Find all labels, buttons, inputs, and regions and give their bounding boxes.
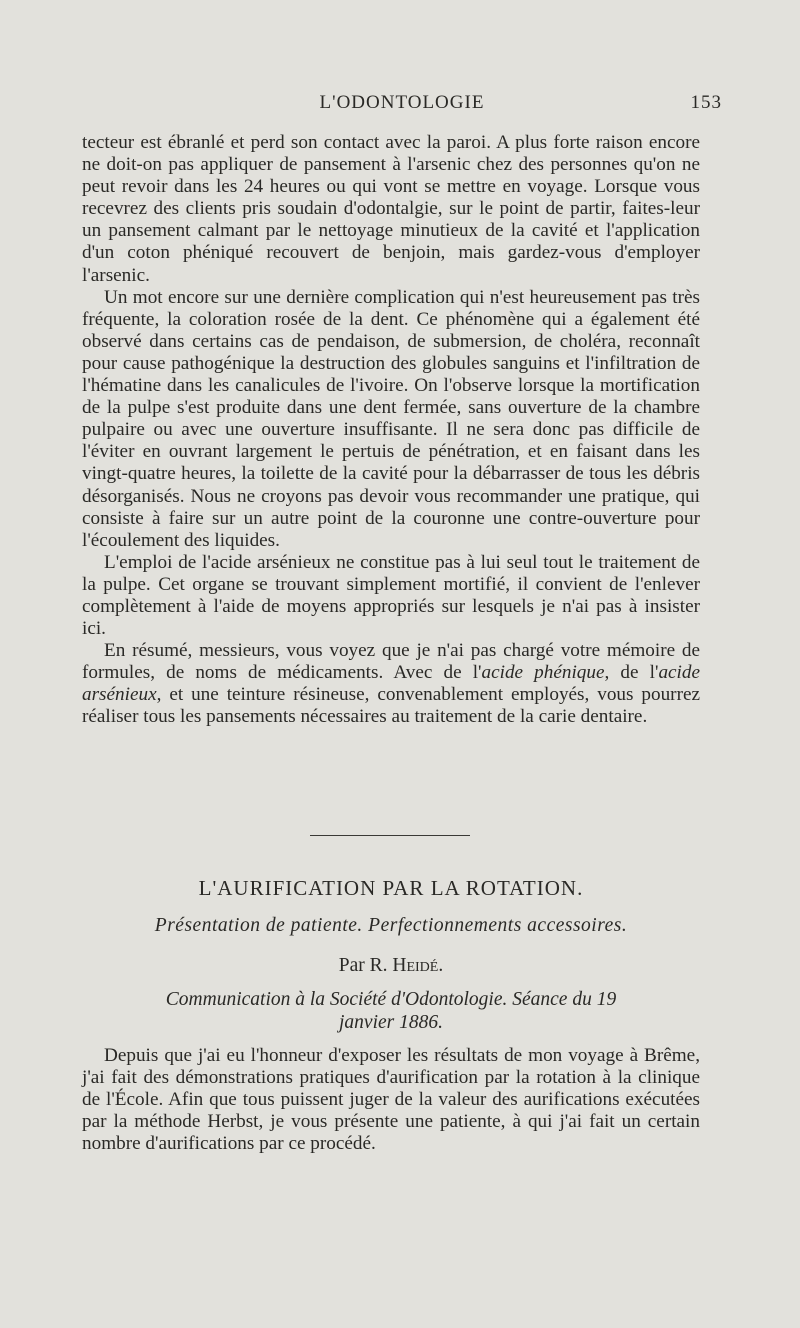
paragraph: Un mot encore sur une dernière complication qui n'est heureusement pas très fréquente, la coloration rosée de la dent. Ce phénomène qui a également été observé dans certains cas de pendaison, de submersion, de choléra, reconnaît pour cause pathogénique la destruction des globules sanguins et l'infiltration de l'hématine dans les canalicules de l'ivoire. On l'observe lorsque la mortification de la pulpe s'est produite dans une dent fermée, sans ouverture de la chambre pulpaire ou avec une ouverture insuffisante. Il ne sera donc pas difficile de l'éviter en ouvrant largement le pertuis de pénétration, et en faisant dans les vingt-quatre heures, la toilette de la cavité pour la débarrasser de tous les débris désorganisés. Nous ne croyons pas devoir vous recommander une pratique, qui consiste à faire sur un autre point de la couronne une contre-ouverture pour l'écoulement des liquides.	[82, 286, 700, 551]
text-run: , de l'	[604, 662, 659, 684]
running-title: L'ODONTOLOGIE	[319, 92, 485, 113]
page-number: 153	[690, 92, 722, 113]
paragraph: tecteur est ébranlé et perd son contact avec la paroi. A plus forte raison encore ne doit-on pas appliquer de pansement à l'arsenic chez des personnes qu'on ne peut revoir dans les 24 heures ou qui vont se mettre en voyage. Lorsque vous recevrez des clients pris soudain d'odontalgie, sur le point de partir, faites-leur un pansement calmant par le nettoyage minutieux de la cavité et l'application d'un coton phéniqué recouvert de benjoin, mais gardez-vous d'employer l'arsenic.	[82, 132, 700, 286]
byline	[82, 955, 700, 977]
paragraph: Depuis que j'ai eu l'honneur d'exposer les résultats de mon voyage à Brême, j'ai fait des démonstrations pratiques d'aurification par la rotation à la clinique de l'École. Afin que tous puissent juger de la valeur des aurifications exécutées par la méthode Herbst, je vous présente une patiente, à qui j'ai fait un certain nombre d'aurifications par ce procédé.	[82, 1045, 700, 1155]
author-name: Heidé.	[392, 955, 444, 976]
communication-line: janvier 1886.	[339, 1012, 443, 1033]
communication-line: Communication à la Société d'Odontologie. Séance du 19	[165, 989, 617, 1010]
emphasis: acide phénique	[481, 662, 605, 684]
article-body	[82, 1045, 700, 1155]
paragraph: L'emploi de l'acide arsénieux ne constitue pas à lui seul tout le traitement de la pulpe. Cet organe se trouvant simplement mortifié, il convient de l'enlever complètement à l'aide de moyens appropriés sur lesquels je n'ai pas à insister ici.	[82, 551, 700, 640]
section-divider	[310, 835, 470, 836]
article-title: L'AURIFICATION PAR LA ROTATION.	[198, 876, 584, 900]
emphasis: acide arsénieux	[82, 662, 700, 706]
running-header	[82, 92, 722, 118]
text-run: En résumé, messieurs, vous voyez que je n'ai pas chargé votre mémoire de formules, de noms de médicaments. Avec de l'	[82, 640, 700, 684]
body-text	[82, 132, 700, 729]
paragraph	[82, 640, 700, 728]
text-run: , et une teinture résineuse, convenablement employés, vous pourrez réaliser tous les pansements nécessaires au traitement de la carie dentaire.	[82, 684, 700, 728]
article-subtitle: Présentation de patiente. Perfectionnements accessoires.	[154, 915, 628, 936]
communication-note	[82, 988, 700, 1034]
byline-prefix: Par R.	[338, 955, 393, 976]
